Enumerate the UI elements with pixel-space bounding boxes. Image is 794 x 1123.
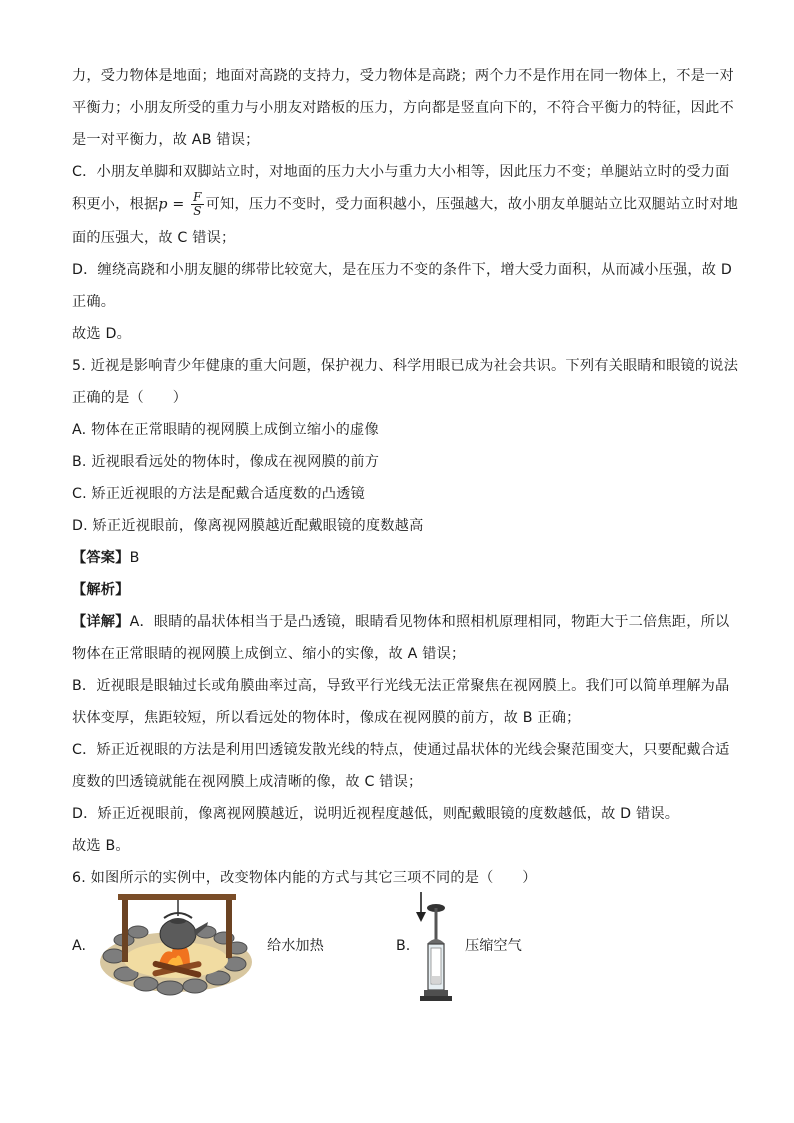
equals-sign: = [167,196,190,213]
text-line: 是一对平衡力，故 AB 错误； [72,132,260,148]
campfire-kettle-image [94,882,254,1000]
q6-option-a-label: A. [72,938,86,954]
text-line: 力，受力物体是地面；地面对高跷的支持力，受力物体是高跷；两个力不是作用在同一物体上，不是一对 [72,68,734,84]
text-line: 物体在正常眼睛的视网膜上成倒立、缩小的实像，故 A 错误； [72,646,466,662]
answer-tag: 【答案】 [72,550,130,566]
fraction-denominator: S [193,204,202,218]
explanation-text: A．眼睛的晶状体相当于是凸透镜，眼睛看见物体和照相机原理相同，物距大于二倍焦距，所以 [129,614,730,630]
explanation-tag: 【详解】 [72,614,130,630]
option-d: D. 矫正近视眼前，像离视网膜越近配戴眼镜的度数越高 [72,518,424,534]
text-line: 正确。 [72,294,116,310]
option-a: A. 物体在正常眼睛的视网膜上成倒立缩小的虚像 [72,422,379,438]
formula-suffix: 可知，压力不变时，受力面积越小，压强越大，故小朋友单腿站立比双腿站立时对地 [205,196,739,213]
fraction-numerator: F [193,190,202,204]
option-b: B. 近视眼看远处的物体时，像成在视网膜的前方 [72,454,380,470]
pressure-fraction [191,191,204,218]
question-5-stem-cont: 正确的是（ ） [72,390,188,406]
pressure-symbol: p [158,196,168,213]
question-6-stem: 6. 如图所示的实例中，改变物体内能的方式与其它三项不同的是（ ） [72,870,537,886]
q6-option-b-label: B. [396,938,411,954]
text-line: 度数的凹透镜就能在视网膜上成清晰的像，故 C 错误； [72,774,423,790]
text-line: B．近视眼是眼轴过长或角膜曲率过高，导致平行光线无法正常聚焦在视网膜上。我们可以简单理解为晶 [72,678,730,694]
text-line: C．矫正近视眼的方法是利用凹透镜发散光线的特点，使通过晶状体的光线会聚范围变大，只要配戴合适 [72,742,730,758]
text-line: 故选 B。 [72,838,130,854]
question-5-stem: 5. 近视是影响青少年健康的重大问题，保护视力、科学用眼已成为社会共识。下列有关眼睛和眼镜的说法 [72,358,739,374]
q6-option-b-caption: 压缩空气 [465,938,522,954]
text-line: 面的压强大，故 C 错误； [72,230,236,246]
answer-line [72,548,140,568]
analysis-tag: 【解析】 [72,582,130,598]
q6-option-a-caption: 给水加热 [267,938,324,954]
formula-line [72,191,738,218]
text-line: 平衡力；小朋友所受的重力与小朋友对踏板的压力，方向都是竖直向下的，不符合平衡力的特征，因此不 [72,100,734,116]
option-c: C. 矫正近视眼的方法是配戴合适度数的凸透镜 [72,486,365,502]
text-line: 故选 D。 [72,326,131,342]
text-line: 状体变厚，焦距较短，所以看远处的物体时，像成在视网膜的前方，故 B 正确； [72,710,581,726]
formula-prefix: 积更小，根据 [72,196,159,213]
explanation-line [72,612,729,632]
text-line: C．小朋友单脚和双脚站立时，对地面的压力大小与重力大小相等，因此压力不变；单腿站立时的受力面 [72,164,730,180]
air-compression-syringe-image [410,886,456,1004]
text-line: D．矫正近视眼前，像离视网膜越近，说明近视程度越低，则配戴眼镜的度数越低，故 D 错误。 [72,806,680,822]
answer-value: B [129,550,140,566]
text-line: D．缠绕高跷和小朋友腿的绑带比较宽大，是在压力不变的条件下，增大受力面积，从而减小压强，故 D [72,262,733,278]
